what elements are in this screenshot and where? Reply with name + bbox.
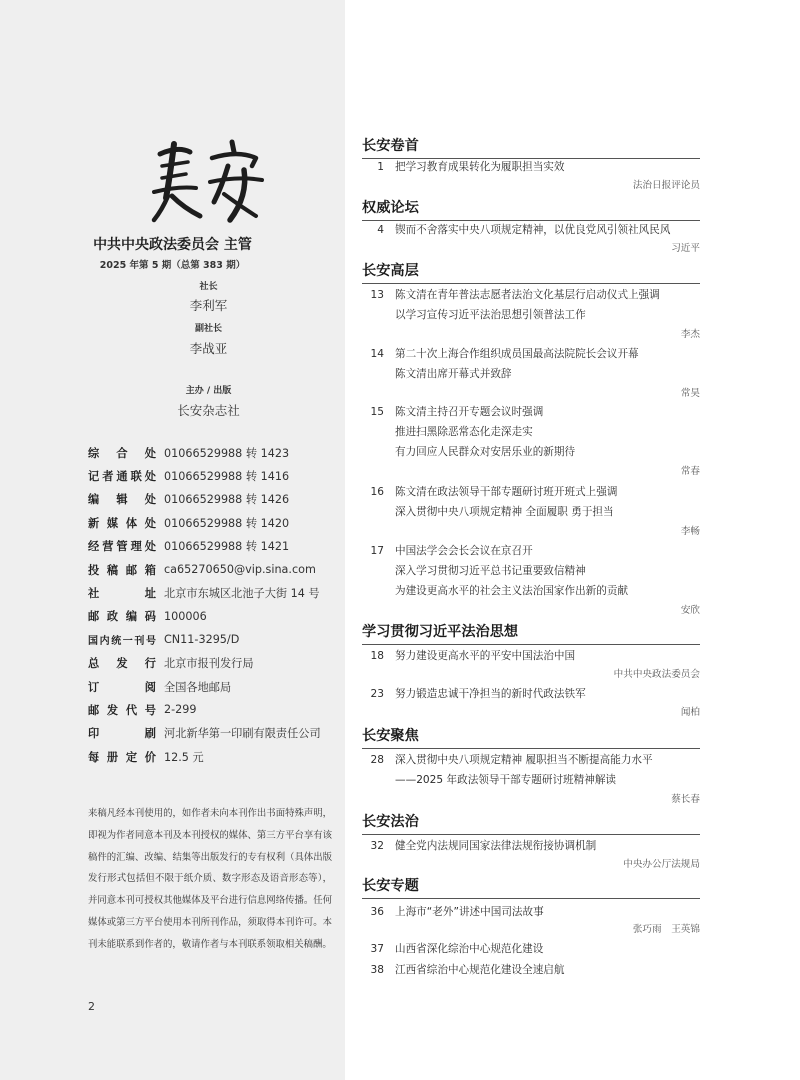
info-row: [88, 535, 321, 558]
info-label: 编辑处: [88, 493, 156, 507]
entry-author: 法治日报评论员: [632, 180, 700, 191]
entry-title: ——2025 年政法领导干部专题研讨班精神解读: [395, 774, 617, 786]
entry-author: 常春: [680, 466, 700, 477]
entry-author: 蔡长春: [671, 794, 700, 805]
entry-title: 以学习宣传习近平法治思想引领普法工作: [395, 309, 586, 321]
info-row: [88, 628, 321, 651]
toc-section: [362, 198, 700, 221]
entry-page-number: 4: [377, 224, 384, 236]
president-label: 社长: [199, 282, 218, 292]
info-label: 每册定价: [88, 750, 156, 764]
section-title: 长安专题: [362, 876, 700, 899]
entry-title: 深入学习贯彻习近平总书记重要致信精神: [395, 565, 586, 577]
entry-page-number: 16: [370, 486, 384, 498]
info-label: 国内统一刊号: [88, 636, 156, 648]
publisher-name: 长安杂志社: [177, 403, 240, 418]
entry-author: 中共中央政法委员会: [613, 669, 700, 680]
toc-section: [362, 726, 700, 749]
entry-author: 安欣: [680, 605, 700, 616]
info-value: 100006: [164, 609, 207, 623]
info-row: [88, 652, 321, 675]
info-label: 订阅: [88, 680, 156, 694]
info-row: [88, 511, 321, 534]
toc-section: [362, 261, 700, 284]
entry-page-number: 36: [370, 906, 384, 918]
info-value: 01066529988 转 1416: [164, 470, 290, 484]
submission-email: ca65270650@vip.sina.com: [164, 563, 316, 577]
entry-title: 努力锻造忠诚干净担当的新时代政法铁军: [395, 688, 586, 700]
entry-page-number: 13: [370, 289, 384, 301]
info-row: [88, 698, 321, 721]
entry-page-number: 14: [370, 348, 384, 360]
info-value: 01066529988 转 1421: [164, 540, 290, 554]
info-row: [88, 558, 321, 581]
vice-president-label: 副社长: [194, 324, 222, 334]
entry-page-number: 1: [377, 161, 384, 173]
entry-author: 李杰: [680, 329, 700, 340]
entry-title: 陈文清在青年普法志愿者法治文化基层行启动仪式上强调: [395, 289, 660, 301]
entry-author: 习近平: [671, 243, 700, 254]
issue-number: 2025 年第 5 期（总第 383 期）: [99, 260, 246, 271]
page-number: 2: [88, 1000, 95, 1013]
info-label: 邮政编码: [88, 610, 156, 624]
entry-title: 陈文清在政法领导干部专题研讨班开班式上强调: [395, 486, 618, 498]
entry-title: 江西省综治中心规范化建设全速启航: [395, 964, 565, 976]
entry-page-number: 18: [370, 650, 384, 662]
toc-section: [362, 136, 700, 159]
section-title: 学习贯彻习近平法治思想: [362, 622, 700, 645]
info-value: 01066529988 转 1420: [164, 516, 290, 530]
entry-title: 锲而不舍落实中央八项规定精神，以优良党风引领社风民风: [395, 224, 671, 236]
toc-section: [362, 812, 700, 835]
info-value: 12.5 元: [164, 750, 204, 764]
entry-title: 深入贯彻中央八项规定精神 履职担当不断提高能力水平: [395, 754, 653, 766]
section-title: 长安卷首: [362, 136, 700, 159]
info-label: 总发行: [88, 657, 156, 671]
entry-author: 张巧雨 王英锦: [632, 924, 700, 935]
entry-author: 常昊: [680, 388, 700, 399]
info-value: 2-299: [164, 703, 197, 717]
info-label: 新媒体处: [88, 516, 156, 530]
info-value: CN11-3295/D: [164, 633, 240, 647]
entry-title: 为建设更高水平的社会主义法治国家作出新的贡献: [395, 585, 629, 597]
info-row: [88, 745, 321, 768]
section-title: 权威论坛: [362, 198, 700, 221]
info-value: 河北新华第一印刷有限责任公司: [164, 727, 321, 741]
sponsor-line: 中共中央政法委员会 主管: [93, 237, 252, 253]
entry-title: 山西省深化综治中心规范化建设: [395, 943, 544, 955]
entry-page-number: 37: [370, 943, 384, 955]
publisher-label: 主办 / 出版: [185, 386, 232, 396]
section-title: 长安聚焦: [362, 726, 700, 749]
entry-title: 努力建设更高水平的平安中国法治中国: [395, 650, 576, 662]
section-title: 长安法治: [362, 812, 700, 835]
entry-title: 深入贯彻中央八项规定精神 全面履职 勇于担当: [395, 506, 614, 518]
entry-page-number: 23: [370, 688, 384, 700]
section-title: 长安高层: [362, 261, 700, 284]
info-row: [88, 605, 321, 628]
contact-info-list: [88, 441, 321, 768]
info-value: 01066529988 转 1423: [164, 446, 290, 460]
magazine-logo: [148, 136, 268, 228]
info-value: 北京市报刊发行局: [164, 657, 254, 671]
copyright-notice: 来稿凡经本刊使用的，如作者未向本刊作出书面特殊声明，即视为作者同意本刊及本刊授权的媒体、第三方平台享有该稿件的汇编、改编、结集等出版发行的专有权利（具体出版发行形式包括但不限于纸介质、数字形态及语音形态等），并同意本刊可授权其他媒体及平台进行信息网络传播。任何媒体或第三方平台使用本刊所刊作品，须取得本刊许可。本刊未能联系到作者的，敬请作者与本刊联系领取相关稿酬。: [88, 808, 332, 950]
entry-page-number: 15: [370, 406, 384, 418]
entry-title: 第二十次上海合作组织成员国最高法院院长会议开幕: [395, 348, 639, 360]
info-row: [88, 581, 321, 604]
entry-page-number: 28: [370, 754, 384, 766]
info-value: 01066529988 转 1426: [164, 493, 290, 507]
entry-title: 把学习教育成果转化为履职担当实效: [395, 161, 565, 173]
entry-title: 有力回应人民群众对安居乐业的新期待: [395, 446, 576, 458]
entry-author: 闻柏: [680, 707, 700, 718]
info-label: 印刷: [88, 727, 156, 741]
toc-section: [362, 876, 700, 899]
info-row: [88, 441, 321, 464]
entry-title: 陈文清主持召开专题会议时强调: [395, 406, 544, 418]
entry-title: 上海市“老外”讲述中国司法故事: [395, 906, 544, 918]
info-row: [88, 488, 321, 511]
president-name: 李利军: [189, 298, 228, 313]
entry-title: 中国法学会会长会议在京召开: [395, 545, 533, 557]
masthead-panel: [0, 0, 345, 1080]
entry-title: 推进扫黑除恶常态化走深走实: [395, 426, 533, 438]
entry-page-number: 17: [370, 545, 384, 557]
info-label: 社址: [88, 587, 156, 601]
entry-author: 李畅: [680, 526, 700, 537]
entry-title: 陈文清出席开幕式并致辞: [395, 368, 512, 380]
entry-page-number: 32: [370, 840, 384, 852]
info-label: 记者通联处: [88, 470, 156, 484]
info-label: 经营管理处: [88, 540, 156, 554]
vice-president-name: 李战亚: [189, 341, 228, 356]
info-label: 综合处: [88, 446, 156, 460]
info-label: 投稿邮箱: [88, 563, 156, 577]
info-row: [88, 722, 321, 745]
info-row: [88, 675, 321, 698]
info-row: [88, 464, 321, 487]
info-label: 邮发代号: [88, 703, 156, 717]
toc-section: [362, 622, 700, 645]
entry-author: 中央办公厅法规局: [623, 859, 700, 870]
info-value: 全国各地邮局: [164, 680, 232, 694]
info-value: 北京市东城区北池子大街 14 号: [164, 587, 320, 601]
entry-page-number: 38: [370, 964, 384, 976]
entry-title: 健全党内法规同国家法律法规衔接协调机制: [395, 840, 597, 852]
